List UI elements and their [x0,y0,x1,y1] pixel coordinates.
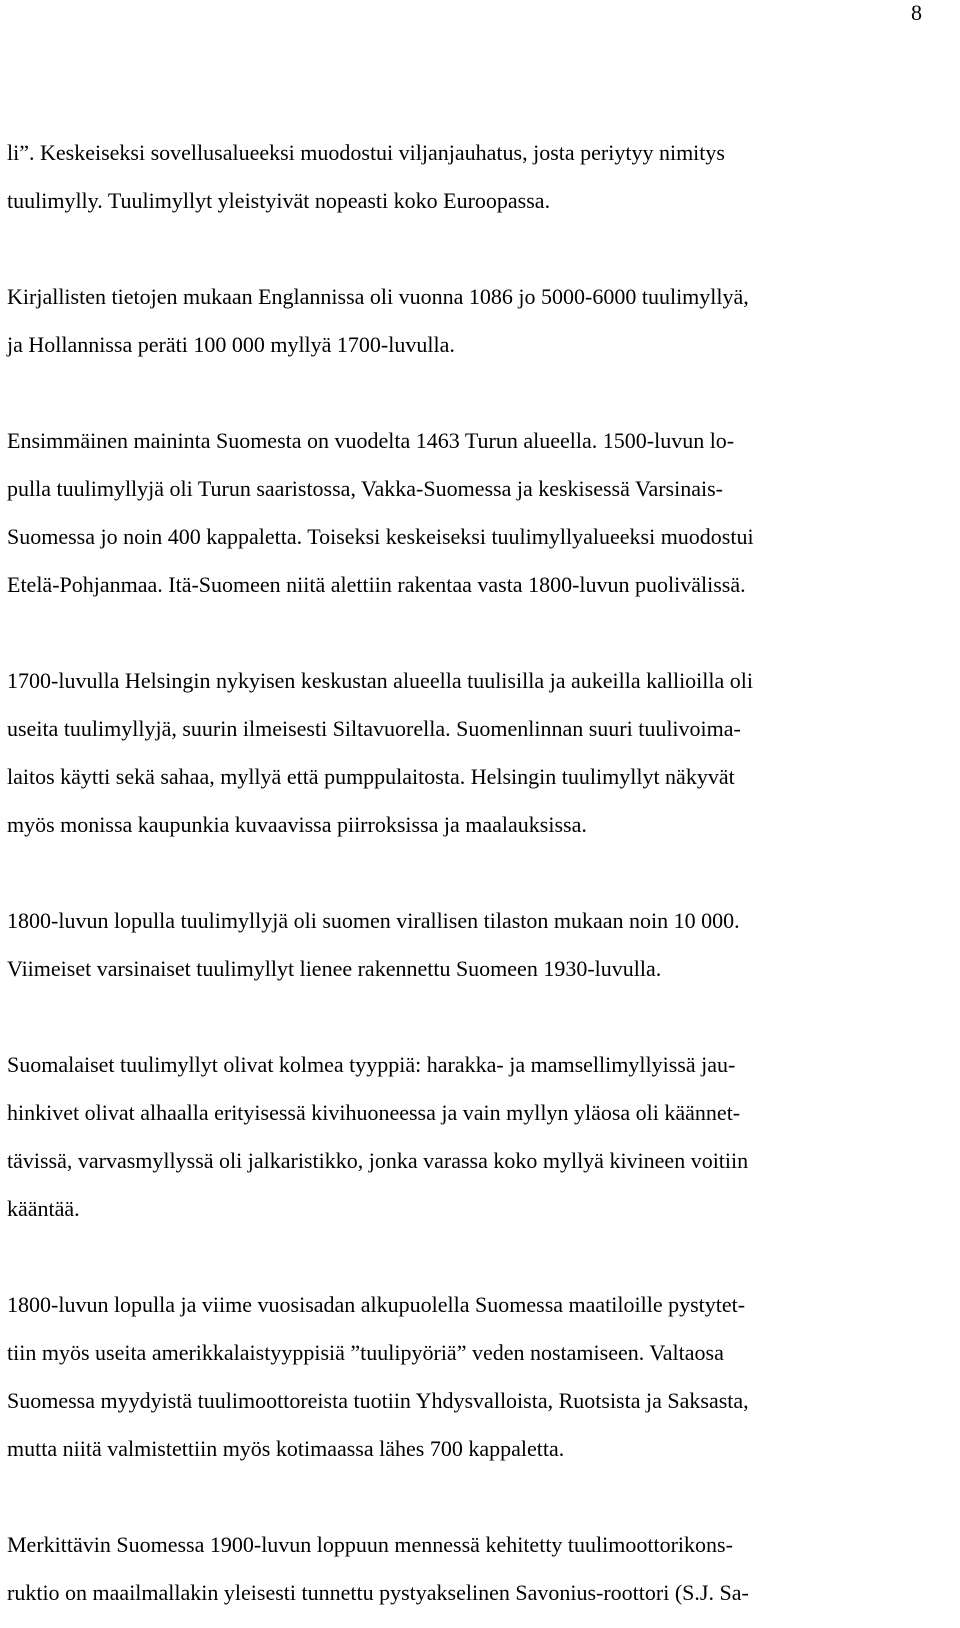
paragraph-gap [7,609,917,657]
text-line: pulla tuulimyllyjä oli Turun saaristossa, Vakka-Suomessa ja keskisessä Varsinais- [7,476,723,501]
text-line: Suomessa jo noin 400 kappaletta. Toiseksi keskeiseksi tuulimyllyalueeksi muodostui [7,524,754,549]
paragraph-windmill-origin [7,129,917,225]
paragraph-wind-wheels [7,1281,917,1473]
paragraph-windmill-types [7,1041,917,1233]
paragraph-gap [7,1473,917,1521]
text-line: Suomessa myydyistä tuulimoottoreista tuotiin Yhdysvalloista, Ruotsista ja Saksasta, [7,1388,749,1413]
paragraph-statistics [7,897,917,993]
paragraph-gap [7,849,917,897]
text-line: kääntää. [7,1196,80,1221]
text-line: myös monissa kaupunkia kuvaavissa piirroksissa ja maalauksissa. [7,812,587,837]
text-line: Ensimmäinen maininta Suomesta on vuodelta 1463 Turun alueella. 1500-luvun lo- [7,428,735,453]
text-line: 1700-luvulla Helsingin nykyisen keskustan alueella tuulisilla ja aukeilla kallioilla oli [7,668,754,693]
paragraph-helsinki [7,657,917,849]
text-line: Etelä-Pohjanmaa. Itä-Suomeen niitä alettiin rakentaa vasta 1800-luvun puolivälissä. [7,572,746,597]
text-line: tävissä, varvasmyllyssä oli jalkaristikko, jonka varassa koko myllyä kivineen voitiin [7,1148,749,1173]
text-line: Suomalaiset tuulimyllyt olivat kolmea tyyppiä: harakka- ja mamsellimyllyissä jau- [7,1052,736,1077]
text-line: hinkivet olivat alhaalla erityisessä kivihuoneessa ja vain myllyn yläosa oli käännet- [7,1100,741,1125]
text-line: useita tuulimyllyjä, suurin ilmeisesti Siltavuorella. Suomenlinnan suuri tuulivoima- [7,716,741,741]
paragraph-england-holland [7,273,917,369]
text-line: Viimeiset varsinaiset tuulimyllyt lienee rakennettu Suomeen 1930-luvulla. [7,956,662,981]
paragraph-gap [7,1233,917,1281]
text-line: mutta niitä valmistettiin myös kotimaassa lähes 700 kappaletta. [7,1436,565,1461]
paragraph-savonius [7,1521,917,1617]
text-line: ruktio on maailmallakin yleisesti tunnettu pystyakselinen Savonius-roottori (S.J. Sa- [7,1580,749,1605]
text-line: Kirjallisten tietojen mukaan Englannissa oli vuonna 1086 jo 5000-6000 tuulimyllyä, [7,284,749,309]
text-line: laitos käytti sekä sahaa, myllyä että pumppulaitosta. Helsingin tuulimyllyt näkyvät [7,764,735,789]
text-line: tuulimylly. Tuulimyllyt yleistyivät nopeasti koko Euroopassa. [7,188,551,213]
text-line: ja Hollannissa peräti 100 000 myllyä 1700-luvulla. [7,332,455,357]
paragraph-gap [7,225,917,273]
document-body [7,129,917,1617]
text-line: Merkittävin Suomessa 1900-luvun loppuun mennessä kehitetty tuulimoottorikons- [7,1532,733,1557]
page-number: 8 [911,0,922,25]
text-line: 1800-luvun lopulla ja viime vuosisadan alkupuolella Suomessa maatiloille pystytet- [7,1292,746,1317]
paragraph-gap [7,369,917,417]
text-line: li”. Keskeiseksi sovellusalueeksi muodostui viljanjauhatus, josta periytyy nimitys [7,140,725,165]
paragraph-gap [7,993,917,1041]
text-line: tiin myös useita amerikkalaistyyppisiä ”tuulipyöriä” veden nostamiseen. Valtaosa [7,1340,724,1365]
paragraph-finland-first-mention [7,417,917,609]
text-line: 1800-luvun lopulla tuulimyllyjä oli suomen virallisen tilaston mukaan noin 10 000. [7,908,740,933]
